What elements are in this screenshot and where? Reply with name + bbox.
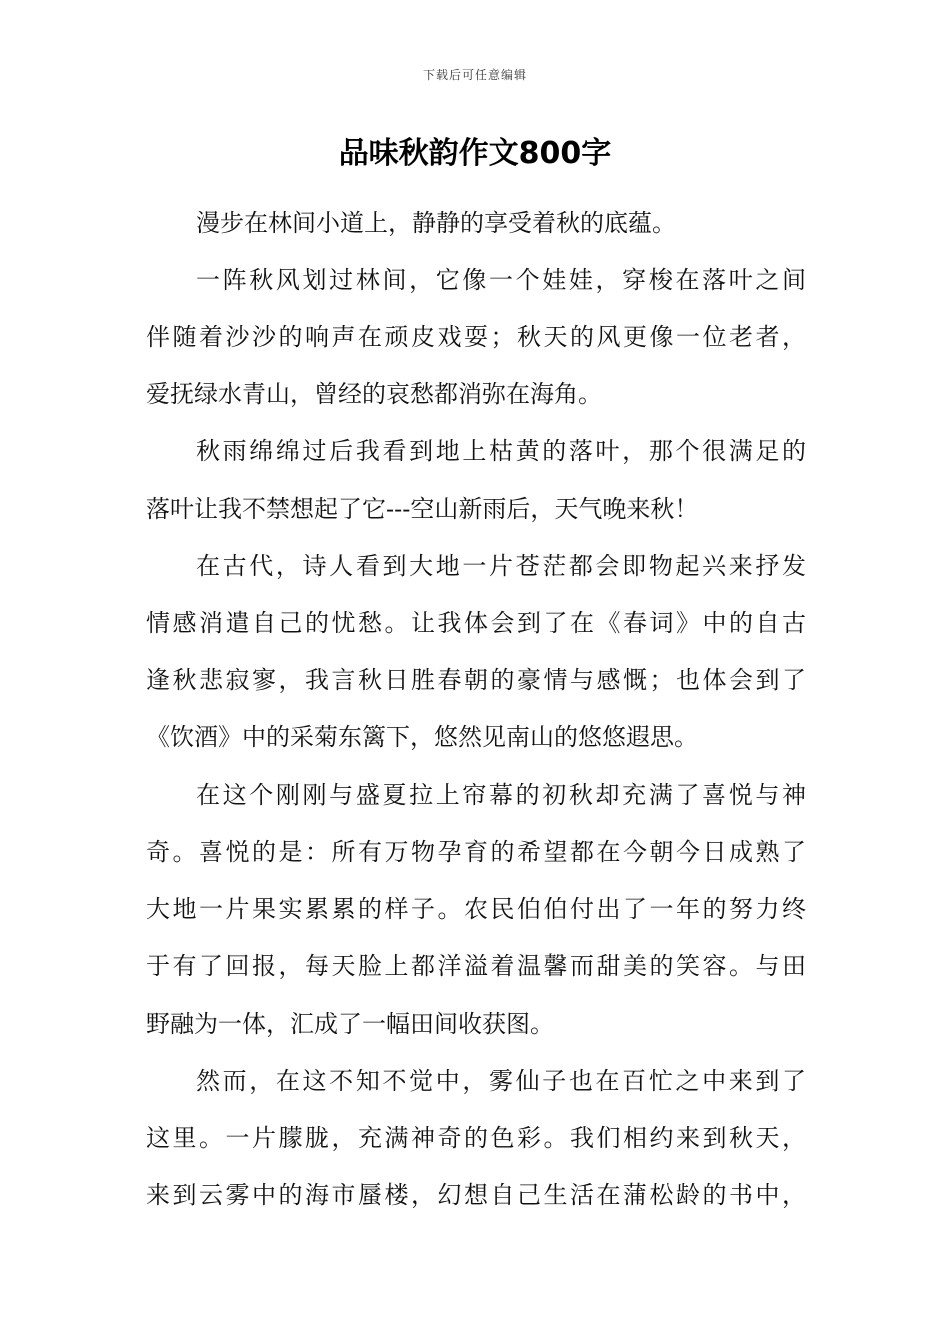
paragraph-line: 这里。一片朦胧，充满神奇的色彩。我们相约来到秋天，: [146, 1124, 806, 1152]
paragraph-line: 爱抚绿水青山，曾经的哀愁都消弥在海角。: [146, 380, 602, 408]
paragraph-line: 野融为一体，汇成了一幅田间收获图。: [146, 1010, 554, 1038]
paragraph-line: 然而，在这不知不觉中，雾仙子也在百忙之中来到了: [196, 1067, 806, 1095]
paragraph-line: 《饮酒》中的采菊东篱下，悠然见南山的悠悠遐思。: [146, 723, 698, 751]
paragraph-line: 奇。喜悦的是：所有万物孕育的希望都在今朝今日成熟了: [146, 838, 806, 866]
paragraph-line: 大地一片果实累累的样子。农民伯伯付出了一年的努力终: [146, 895, 806, 923]
paragraph-line: 情感消遣自己的忧愁。让我体会到了在《春词》中的自古: [146, 609, 806, 637]
paragraph-line: 在古代，诗人看到大地一片苍茫都会即物起兴来抒发: [196, 552, 806, 580]
paragraph-line: 伴随着沙沙的响声在顽皮戏耍；秋天的风更像一位老者，: [146, 323, 806, 351]
header-note: 下载后可任意编辑: [422, 68, 527, 82]
document-title: 品味秋韵作文800字: [338, 136, 612, 171]
paragraph-line: 于有了回报，每天脸上都洋溢着温馨而甜美的笑容。与田: [146, 952, 806, 980]
paragraph-line: 在这个刚刚与盛夏拉上帘幕的初秋却充满了喜悦与神: [196, 781, 806, 809]
paragraph-line: 秋雨绵绵过后我看到地上枯黄的落叶，那个很满足的: [196, 437, 806, 465]
paragraph-line: 来到云雾中的海市蜃楼，幻想自己生活在蒲松龄的书中，: [146, 1181, 806, 1209]
paragraph-line: 落叶让我不禁想起了它---空山新雨后，天气晚来秋！: [146, 495, 699, 523]
paragraph-line: 一阵秋风划过林间，它像一个娃娃，穿梭在落叶之间: [196, 266, 806, 294]
paragraph-line: 逢秋悲寂寥，我言秋日胜春朝的豪情与感慨；也体会到了: [146, 666, 806, 694]
paragraph-line: 漫步在林间小道上，静静的享受着秋的底蕴。: [196, 209, 676, 237]
